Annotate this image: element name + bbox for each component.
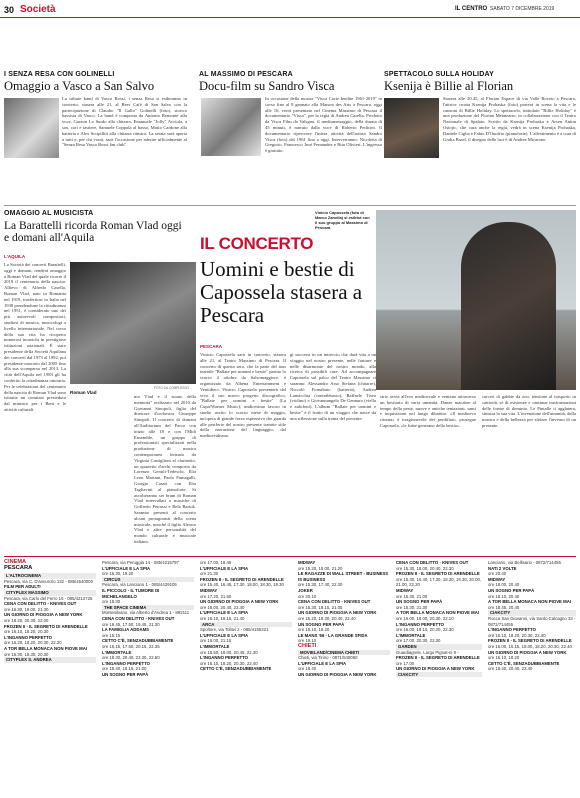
showtimes: ore 20.40 xyxy=(488,571,507,577)
showtimes: ore 17.20, 21.50 xyxy=(200,593,232,599)
cinema-name: MOVIELAND/CINEMA CHIETI xyxy=(298,650,390,656)
top-story-prohaska xyxy=(384,71,576,142)
listings-col-3 xyxy=(200,560,292,672)
golinelli-photo xyxy=(4,98,59,158)
vlad-col1: La Società dei concerti Barattelli, oggi e domani, renderà omaggio a Roman Vlad del quale ricorre il 2019 il centenario della nascita. Allievo di Alfredo Casella, Roman Vlad, nato in Romania nel 1919, trasferitosi in Italia nel 1938 prendendone la cittadinanza nel 1951, è considerato uno dei più autorevoli compositori, studiosi di musica, musicologi a livello internazionale. Nel corso della sua vita ha ricoperto numerosi incarichi in prestigiose istituzioni nazionali. È stato presidente della Società Aquilana dei concerti dal 1973 al 1992, poi presidente onorario dal 2005 fino alla sua scomparsa nel 2013. La città dell'Aquila nel 1983 gli ha conferito la cittadinanza onoraria. Per le celebrazioni del centenario della nascita di Roman Vlad sono istituite un comitato presieduto dal ministro per i Beni e le attività culturali. xyxy=(4,262,66,412)
dateline: PESCARA xyxy=(200,344,223,349)
film-title: A TOR BELLA MONACA NON PIOVE MAI xyxy=(4,645,87,651)
showtimes: ore 16.15, 17.50, 20.15, 22.35 xyxy=(102,643,160,649)
showtimes: Guardiagrele, Largo Pignat-ni 9 - xyxy=(396,649,459,655)
film-title: UN SOGNO PER PAPÀ xyxy=(298,621,345,627)
showtimes: Montesilvano, via Alberto d'Andrea 1 - 892111 xyxy=(102,610,190,616)
kicker: AL MASSIMO DI PESCARA xyxy=(199,71,293,78)
showtimes: ore 16.10, 19.15, 21.40 xyxy=(200,615,245,621)
film-title: CENA CON DELITTO - KNIVES OUT xyxy=(298,599,371,605)
showtimes: ore 18.00, 20.40 xyxy=(488,582,520,588)
showtimes: ore 17.00, 19.45 xyxy=(200,560,232,565)
showtimes: ore 17.00, 20.30, 22.30 xyxy=(396,638,441,644)
showtimes: Chieti, via Tirino - 0871/540050 xyxy=(298,655,358,661)
film-title: L'UFFICIALE E LA SPIA xyxy=(102,565,151,571)
paper-name: IL CENTRO xyxy=(455,6,488,12)
showtimes: Rocca San Giovanni, via Santo Calcagno 33 - 0872/714455 xyxy=(488,615,576,627)
listings-col-4 xyxy=(298,560,390,677)
film-title: FILM PER ADULTI xyxy=(4,584,41,590)
top-story-vasco xyxy=(4,71,187,148)
cinema-name: CIAKCITY xyxy=(488,610,576,616)
film-title: L'INGANNO PERFETTO xyxy=(488,627,536,633)
film-title: LE MANS '66 - LA GRANDE SFIDA xyxy=(298,632,368,638)
cinema-name: CIRCUS xyxy=(102,577,194,583)
masthead-rule xyxy=(0,17,580,18)
film-title: FROZEN II - IL SEGRETO DI ARENDELLE xyxy=(4,623,88,629)
showtimes: ore 16.30, 18.30, 20.30 xyxy=(4,651,49,657)
listings-col-2 xyxy=(102,560,194,677)
showtimes: ore 16.10, 18.20 xyxy=(298,627,330,633)
showtimes: Lanciano, via Bellisario - 0872/714455 xyxy=(488,560,561,565)
cinema-name: GARDEN xyxy=(396,644,482,650)
film-title: L'UFFICIALE E LA SPIA xyxy=(200,610,249,616)
photo-caption: Roman Vlad xyxy=(70,390,97,395)
film-title: CENA CON DELITTO - KNIVES OUT xyxy=(396,560,469,565)
film-title: CENA CON DELITTO - KNIVES OUT xyxy=(4,601,77,607)
listings-entries xyxy=(102,560,194,677)
showtimes: ore 16.10, 18.20, 20.30, 22.40 xyxy=(488,632,546,638)
figure-silhouette xyxy=(461,222,556,390)
listings-entries xyxy=(4,573,96,663)
film-title: L'UFFICIALE E LA SPIA xyxy=(200,565,249,571)
capossela-photo xyxy=(376,210,576,390)
film-title: FROZEN II - IL SEGRETO DI ARENDELLE xyxy=(396,655,480,661)
top-story-visca xyxy=(199,71,382,154)
kicker: OMAGGIO AL MUSICISTA xyxy=(4,210,94,217)
divider xyxy=(4,205,576,206)
showtimes: ore 15.30, 18.00, 20.40, 22.30 xyxy=(396,565,454,571)
headline: Ksenija è Billie al Florian xyxy=(384,79,514,93)
showtimes: ore 16.10, 18.20 xyxy=(488,655,520,661)
showtimes: Spoltore, via Tolitei 2 - 085/4155321 xyxy=(200,627,269,633)
showtimes: ore 16.00, 21.15 xyxy=(200,638,232,644)
film-title: UN SOGNO PER PAPÀ xyxy=(488,587,535,593)
showtimes: ore 18.00, 20.40, 22.40 xyxy=(200,604,245,610)
showtimes: ore 16.00, 16.15, 18.00, 18.20, 20.30, 22.40 xyxy=(488,643,572,649)
film-title: L'INGANNO PERFETTO xyxy=(102,660,150,666)
showtimes: Pescara, via Lanciano 1 - 085/4429105 xyxy=(102,582,177,588)
masthead xyxy=(0,0,580,18)
listings-entries xyxy=(396,560,482,677)
showtimes: ore 18.45, 20.45 xyxy=(488,604,520,610)
page-number: 30 xyxy=(4,5,15,15)
film-title: UN GIORNO DI PIOGGIA A NEW YORK xyxy=(200,599,279,605)
showtimes: ore 16.30, 21.30 xyxy=(396,604,428,610)
film-title: L'UFFICIALE E LA SPIA xyxy=(298,660,347,666)
film-title: L'IMMORTALE xyxy=(200,643,230,649)
showtimes: ore 16.10, 18.20, 20.30, 22.40 xyxy=(200,660,258,666)
film-title: FROZEN II - IL SEGRETO DI ARENDELLE xyxy=(488,638,572,644)
showtimes: Pescara, via Carlo del Ferro 15 - 085/4212725 xyxy=(4,595,93,601)
concerto-col1: Vinicio Capossela sarà in concerto, stasera alle 21, al Teatro Massimo di Pescara. Il concerto di questa sera, che fa parte del tour teatrale "Ballate per uomini e bestie" partito lo scorso 4 ottobre da Salsomaggiore, è organizzato da Alhena Entertainment e Ventidieci. Vinicio Capossela presenterà dal vivo il suo nuovo progetto discografico, "Ballate per uomini e bestie" (La Cupa/Warner Music), undicesimo lavoro in studio uscito lo scorso mese di maggio, un'opera di grande forza espressiva che guarda alle periferie del nostro presente tramite stile della narrazione del linguaggio, dal medioevalismo. xyxy=(200,352,286,439)
issue-date: SABATO 7 DICEMBRE 2019 xyxy=(490,6,555,12)
concerto-col3: strie avvia all'evo medioevale e ventano attraverso un bestiario di varia umanità. Danze macabre al tempo della peste, nuove e antiche tentazioni, santi e inquisizioni nel lungo dibattito. «Il medioevo ritorna» è irragionevole dei perdifiato, prosegue Capossela, «le fiabe generano della bestia». xyxy=(380,394,476,428)
concerto-col2: gi successi in un intreccio che darà vita a un viaggio nel nostro presente, nelle fratture e nelle disarmonie del nostro mondo, alla ricerca di possibili cure. Ad accompagnare Capossela sul palco del Teatro Massimo ci saranno: Alessandro Asso Stefana (chitarre), Niccolò Fornabaio (batteria), Andrea Lamacchia (contrabbasso), Raffaele Tiseo (violino) e Giovannangelo De Gennaro (viella e aulofoni). L'album "Ballate per uomini e bestie" è il frutto di un viaggio che nasce da una riflessione sulla trama del presente. xyxy=(290,352,376,421)
film-title: LA FAMIGLIA ADDAMS xyxy=(102,627,150,633)
film-title: NATI 2 VOLTE xyxy=(488,565,517,571)
showtimes: ore 15.30, 16.40, 17.30, 18.30, 19.30, 20.00, 21.00, 22.20 xyxy=(396,576,482,588)
film-title: FROZEN II - IL SEGRETO DI ARENDELLE xyxy=(200,576,284,582)
film-title: UN SOGNO PER PAPÀ xyxy=(396,599,443,605)
film-title: CETTO C'È, SENZADUBBIAMENTE xyxy=(102,638,174,644)
listings-col-6 xyxy=(488,560,576,672)
vlad-article xyxy=(4,210,196,550)
cinema-header: CINEMA xyxy=(4,559,27,565)
listings-entries xyxy=(488,560,576,672)
prohaska-photo xyxy=(384,98,439,158)
film-title: CETTO C'È, SENZADUBBIAMENTE xyxy=(488,660,560,666)
film-title: LE RAGAZZE DI WALL STREET - BUSINESS IS BUSINESS xyxy=(298,571,389,582)
film-title: JOKER xyxy=(298,587,313,593)
showtimes: ore 18.40, 20.40, 22.40 xyxy=(488,666,533,672)
cinema-name: ARCA xyxy=(200,622,292,628)
cinema-name: L'ALTROCINEMA xyxy=(4,573,96,579)
film-title: MIDWAY xyxy=(396,587,414,593)
film-title: L'INGANNO PERFETTO xyxy=(200,655,248,661)
showtimes: ore 18.30 xyxy=(102,599,121,605)
vlad-photo xyxy=(70,262,196,384)
cinema-name: THE SPACE CINEMA xyxy=(102,605,194,611)
showtimes: ore 18.10, 20.40 xyxy=(488,593,520,599)
showtimes: ore 16.30, 19.20 xyxy=(102,571,134,577)
kicker: I SENZA RESA CON GOLINELLI xyxy=(4,71,115,78)
cinema-name: CITYPLEX S. ANDREA xyxy=(4,657,96,663)
cinema-name: CITYPLEX MASSIMO xyxy=(4,590,96,596)
section-title: Società xyxy=(20,4,56,15)
listings-rule xyxy=(4,556,576,557)
showtimes: ore 15.50, 18.00, 20.45, 22.30 xyxy=(200,649,258,655)
showtimes: ore 19.10 xyxy=(298,638,317,644)
film-title: UN GIORNO DI PIOGGIA A NEW YORK xyxy=(4,612,83,618)
headline: Omaggio a Vasco a San Salvo xyxy=(4,79,155,93)
film-title: UN GIORNO DI PIOGGIA A NEW YORK xyxy=(396,666,475,672)
film-title: A TOR BELLA MONACA NON PIOVE MAI xyxy=(396,610,479,616)
concerto-article xyxy=(200,210,576,550)
cinema-listings xyxy=(4,560,576,796)
showtimes: ore 15.20, 18.00, 21.20 xyxy=(298,565,343,571)
film-title: L'INGANNO PERFETTO xyxy=(396,621,444,627)
showtimes: ore 16.20, 18.20, 20.30, 22.30 xyxy=(4,640,62,646)
film-title: MIDWAY xyxy=(200,587,218,593)
listings-col-1 xyxy=(4,560,96,663)
story-body: In occasione della mostra "Visca Corte Inedite 1961-2019" in corso fino al 8 gennaio alla Maison des Arts a Pescara, oggi alle 16, verrà presentato nel Cinema Massimo di Pescara il documentario "Visca", per la regia di Andrea Carella. Prodotto da Visca Film da Valsgno, il mediometraggio, della durata di 45 minuti, è narrato dalla voce di Roberto Pedicini. Il documentario ripercorre l'intera attività dell'artista Sandro Visca (foto) dal 1961 fino a oggi. Interverranno: Nicoletta di Gregorio, Francesco José Fernandez e Rita Olivieri. L'ingresso è gratuito. xyxy=(265,96,382,154)
showtimes: ore 16.00, 18.00, 20.30, 22.10 xyxy=(396,615,454,621)
photo-caption: Vinicio Capossela (foto di Marco Zanella) si esibirà con il suo gruppo al Massimo di Pescara xyxy=(315,210,370,230)
story-body: Stasera alle 20.45, al Florian Espace di via Valle Roveto a Pescara, l'attrice croata Ksenija Prohaska (foto) porterà in scena la vita e le canzoni di Billie Holiday. Lo spettacolo, intitolato "Billie Holiday" è una produzione del Florian Metateatro, in collaborazione con il Teatro Nazionale di Spalato. Scritto da Ksenija Prohaska e Arsen Anton Ostojic, che cura anche la regia, vedrà in scena Ksenija Prohaska, Daniele Ciglia e Fabio D'Onofrio (pianoforte). L'allestimento è a cura di Giulia Basel, il disegno delle luci è di Andrea Micarone. xyxy=(443,96,576,142)
showtimes: ore 16.30, 19.00, 21.30 xyxy=(4,606,49,612)
film-title: L'IMMORTALE xyxy=(396,632,426,638)
film-title: L'IMMORTALE xyxy=(102,649,132,655)
city-header: PESCARA xyxy=(4,564,33,571)
cinema-name: CIAKCITY xyxy=(396,672,482,678)
banner-text: IL CONCERTO xyxy=(200,234,314,253)
visca-photo xyxy=(201,98,261,156)
showtimes: ore 16.00, 18.10, 20.20, 22.30 xyxy=(396,627,454,633)
film-title: MIDWAY xyxy=(298,560,316,565)
showtimes: ore 16.20, 18.30, 20.40, 22.40 xyxy=(298,615,356,621)
showtimes: Pescara, via C. D'annunzio 132 - 085/4540000 xyxy=(4,578,93,584)
film-title: L'UFFICIALE E LA SPIA xyxy=(200,632,249,638)
city-header: CHIETI xyxy=(298,642,317,649)
film-title: UN GIORNO DI PIOGGIA A NEW YORK xyxy=(298,671,377,677)
showtimes: ore 15.15 xyxy=(102,632,121,638)
showtimes: ore 15.30, 18.15, 21.05 xyxy=(298,604,343,610)
photo-credit: FOTO DA COMPLESSO ... xyxy=(154,386,193,390)
showtimes: ore 17.00 xyxy=(396,660,415,666)
film-title: FROZEN II - IL SEGRETO DI ARENDELLE xyxy=(396,571,480,577)
showtimes: ore 16.10, 18.20, 20.30 xyxy=(4,629,49,635)
showtimes: ore 20.10 xyxy=(298,593,317,599)
showtimes: ore 16.45, 17.50, 19.45, 21.30 xyxy=(102,621,160,627)
showtimes: ore 18.30, 20.40, 22.30, 22.50 xyxy=(102,655,160,661)
showtimes: ore 21.30 xyxy=(200,571,219,577)
film-title: CETTO C'È, SENZADUBBIAMENTE xyxy=(200,666,272,672)
listings-entries xyxy=(200,560,292,672)
film-title: UN SOGNO PER PAPÀ xyxy=(102,671,149,677)
showtimes: ore 15.40, 18.15, 21.00 xyxy=(102,666,147,672)
showtimes: ore 16.30, 21.00 xyxy=(396,593,428,599)
film-title: L'INGANNO PERFETTO xyxy=(4,634,52,640)
headline: Docu-film su Sandro Visca xyxy=(199,79,335,93)
film-title: UN GIORNO DI PIOGGIA A NEW YORK xyxy=(488,649,567,655)
story-body: La tribute band di Vasco Rossi, i senza Resa si esibiranno in concerto, stasera alle 21, al Beer Café di San Salvo con la partecipazione di Claudio "Il Gallo" Golinelli (foto), storico bassista di Vasco. La band è composta da Antonio Remonte alla voce, Garzon Lo Surdo alla chitarra, Emanuele "Jolly" Acciola, a sax, cori e tastiere, Samuele Coppola al basso, Mario Cardone alla batteria e Alex Scripilliti alla chitarra ritmica. La serata sarà aperta a tutti e, per chi vorrà, sarà l'occasione per aderire ufficialmente al "Senza Resa Vasco Rossi fan club". xyxy=(62,96,187,148)
film-title: UN GIORNO DI PIOGGIA A NEW YORK xyxy=(298,610,377,616)
showtimes: ore 18.40 xyxy=(298,666,317,672)
film-title: IL PICCOLO - IL TUMORE DI MICHELANGELO xyxy=(102,587,160,599)
headline: La Barattelli ricorda Roman Vlad oggi e domani all'Aquila xyxy=(4,220,182,245)
film-title: MIDWAY xyxy=(488,576,506,582)
film-title: A TOR BELLA MONACA NON PIOVE MAI xyxy=(488,599,571,605)
listings-entries xyxy=(298,560,390,677)
concerto-col4: carceri di gabbie da zoo, tensione al trasporto in cattività, sé di esistenze e cantinue trasformazioni delle forme di dominio. Le Pintalle ti agglatera, sinistra la sua vita. L'invenzione dell'umanità, della musica e della bellezza per sfidare l'inverno di un presente. xyxy=(482,394,576,428)
banner-band xyxy=(200,234,320,254)
listings-col-5 xyxy=(396,560,482,677)
headline: Uomini e bestie di Capossela stasera a Pescara xyxy=(200,257,363,327)
film-title: CENA CON DELITTO - KNIVES OUT xyxy=(102,615,175,621)
showtimes: Pescara, via Peruggia 14 - 085/4215797 xyxy=(102,560,179,565)
kicker: SPETTACOLO SULLA HOLIDAY xyxy=(384,71,494,78)
vlad-col2: ma Vlad e il suono della memoria" realizzato nel 2010 da Giovanni Sinopoli, figlio del direttore d'orchestra Giuseppe Sinopoli. Il concerto di domani all'Auditorium del Parco con inizio alle 18 e con l'Midi Ensemble, un gruppo di professionisti specializzati nella produzione di musica contemporanea formato da Virginia Castiglioni al clarinetto, un quartetto d'archi composto da Lorenzo Gentili-Tedeschi, Elia Leon Mariani, Paolo Fumagalli, Giorgio Casati con Elia Tagliavini al pianoforte. Si ascolteranno sei brani di Roman Vlad intervallati a musiche di Goffredo Petrassi e Bela Bartok. Saranno presenti al concerto alcuni protagonisti della scena musicale, nonché il figlio Alessio Vlad e altre personalità del mondo culturale e musicale italiano. xyxy=(134,394,196,544)
showtimes: ore 18.20, 20.30, 22.00 xyxy=(4,617,49,623)
showtimes: ore 15.30, 17.40, 22.30 xyxy=(298,582,343,588)
showtimes: ore 15.40, 16.45, 17.30, 18.00, 18.30, 19.30 xyxy=(200,582,284,588)
dateline: L'AQUILA xyxy=(4,254,26,259)
